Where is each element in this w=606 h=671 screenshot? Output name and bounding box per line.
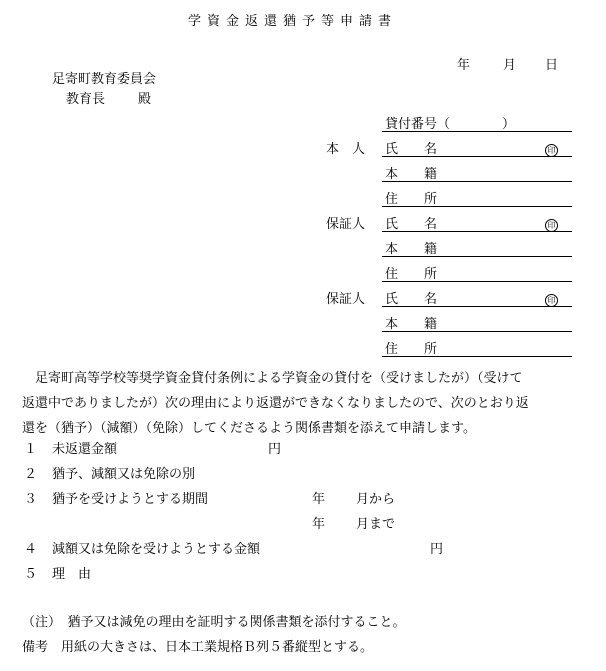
guarantor-seal-icon: 印 bbox=[545, 294, 558, 307]
date-day-label: 日 bbox=[545, 58, 559, 73]
guarantor-address-field[interactable] bbox=[382, 356, 572, 357]
guarantor-name-label: 氏 名 bbox=[385, 217, 438, 232]
loan-number-line bbox=[382, 131, 572, 132]
statement-line: 足寄町高等学校等奨学資金貸付条例による学資金の貸付を（受けましたが）（受けて bbox=[22, 371, 523, 386]
applicant-domicile-field[interactable] bbox=[382, 181, 572, 182]
applicant-address-field[interactable] bbox=[382, 206, 572, 207]
item-label: 理 由 bbox=[52, 567, 92, 582]
period-from-year: 年 bbox=[312, 492, 326, 507]
addressee-org: 足寄町教育委員会 bbox=[52, 72, 157, 87]
note-paper-size: 備考 用紙の大きさは、日本工業規格Ｂ列５番縦型とする。 bbox=[22, 640, 374, 655]
applicant-name-field[interactable] bbox=[382, 156, 572, 157]
statement-line: 還を（猶予）（減額）（免除）してくださるよう関係書類を添えて申請します。 bbox=[22, 421, 476, 436]
guarantor-name-label: 氏 名 bbox=[385, 292, 438, 307]
loan-number-label: 貸付番号（ ） bbox=[385, 117, 516, 132]
guarantor-role: 保証人 bbox=[326, 217, 366, 232]
period-to-year: 年 bbox=[312, 517, 326, 532]
guarantor-seal-icon: 印 bbox=[545, 219, 558, 232]
guarantor-address-label: 住 所 bbox=[385, 267, 438, 282]
applicant-address-label: 住 所 bbox=[385, 192, 438, 207]
item-number: １ bbox=[24, 442, 38, 457]
guarantor-name-field[interactable] bbox=[382, 306, 572, 307]
item-label: 猶予を受けようとする期間 bbox=[52, 492, 209, 507]
item-number: ２ bbox=[24, 467, 38, 482]
date-year-label: 年 bbox=[457, 58, 471, 73]
date-month-label: 月 bbox=[503, 58, 517, 73]
addressee-position: 教育長 bbox=[66, 92, 106, 107]
item-unit: 円 bbox=[430, 542, 444, 557]
guarantor-address-field[interactable] bbox=[382, 281, 572, 282]
guarantor-address-label: 住 所 bbox=[385, 342, 438, 357]
statement-line: 返還中でありましたが）次の理由により返還ができなくなりましたので、次のとおり返 bbox=[22, 396, 529, 411]
applicant-name-label: 氏 名 bbox=[385, 142, 438, 157]
item-unit: 円 bbox=[268, 442, 282, 457]
period-from-month: 月から bbox=[356, 492, 396, 507]
guarantor-domicile-field[interactable] bbox=[382, 256, 572, 257]
applicant-seal-icon: 印 bbox=[545, 144, 558, 157]
item-number: ３ bbox=[24, 492, 38, 507]
item-label: 減額又は免除を受けようとする金額 bbox=[52, 542, 261, 557]
item-label: 猶予、減額又は免除の別 bbox=[52, 467, 196, 482]
guarantor-domicile-field[interactable] bbox=[382, 331, 572, 332]
guarantor-domicile-label: 本 籍 bbox=[385, 317, 438, 332]
item-label: 未返還金額 bbox=[52, 442, 118, 457]
guarantor-domicile-label: 本 籍 bbox=[385, 242, 438, 257]
applicant-role: 本 人 bbox=[326, 142, 366, 157]
note-attachment: （注） 猶予又は減免の理由を証明する関係書類を添付すること。 bbox=[22, 615, 406, 630]
item-number: ５ bbox=[24, 567, 38, 582]
addressee-honorific: 殿 bbox=[138, 92, 152, 107]
period-to-month: 月まで bbox=[356, 517, 396, 532]
guarantor-name-field[interactable] bbox=[382, 231, 572, 232]
guarantor-role: 保証人 bbox=[326, 292, 366, 307]
document-title: 学資金返還猶予等申請書 bbox=[188, 14, 398, 29]
applicant-domicile-label: 本 籍 bbox=[385, 167, 438, 182]
item-number: ４ bbox=[24, 542, 38, 557]
application-statement bbox=[22, 366, 598, 441]
